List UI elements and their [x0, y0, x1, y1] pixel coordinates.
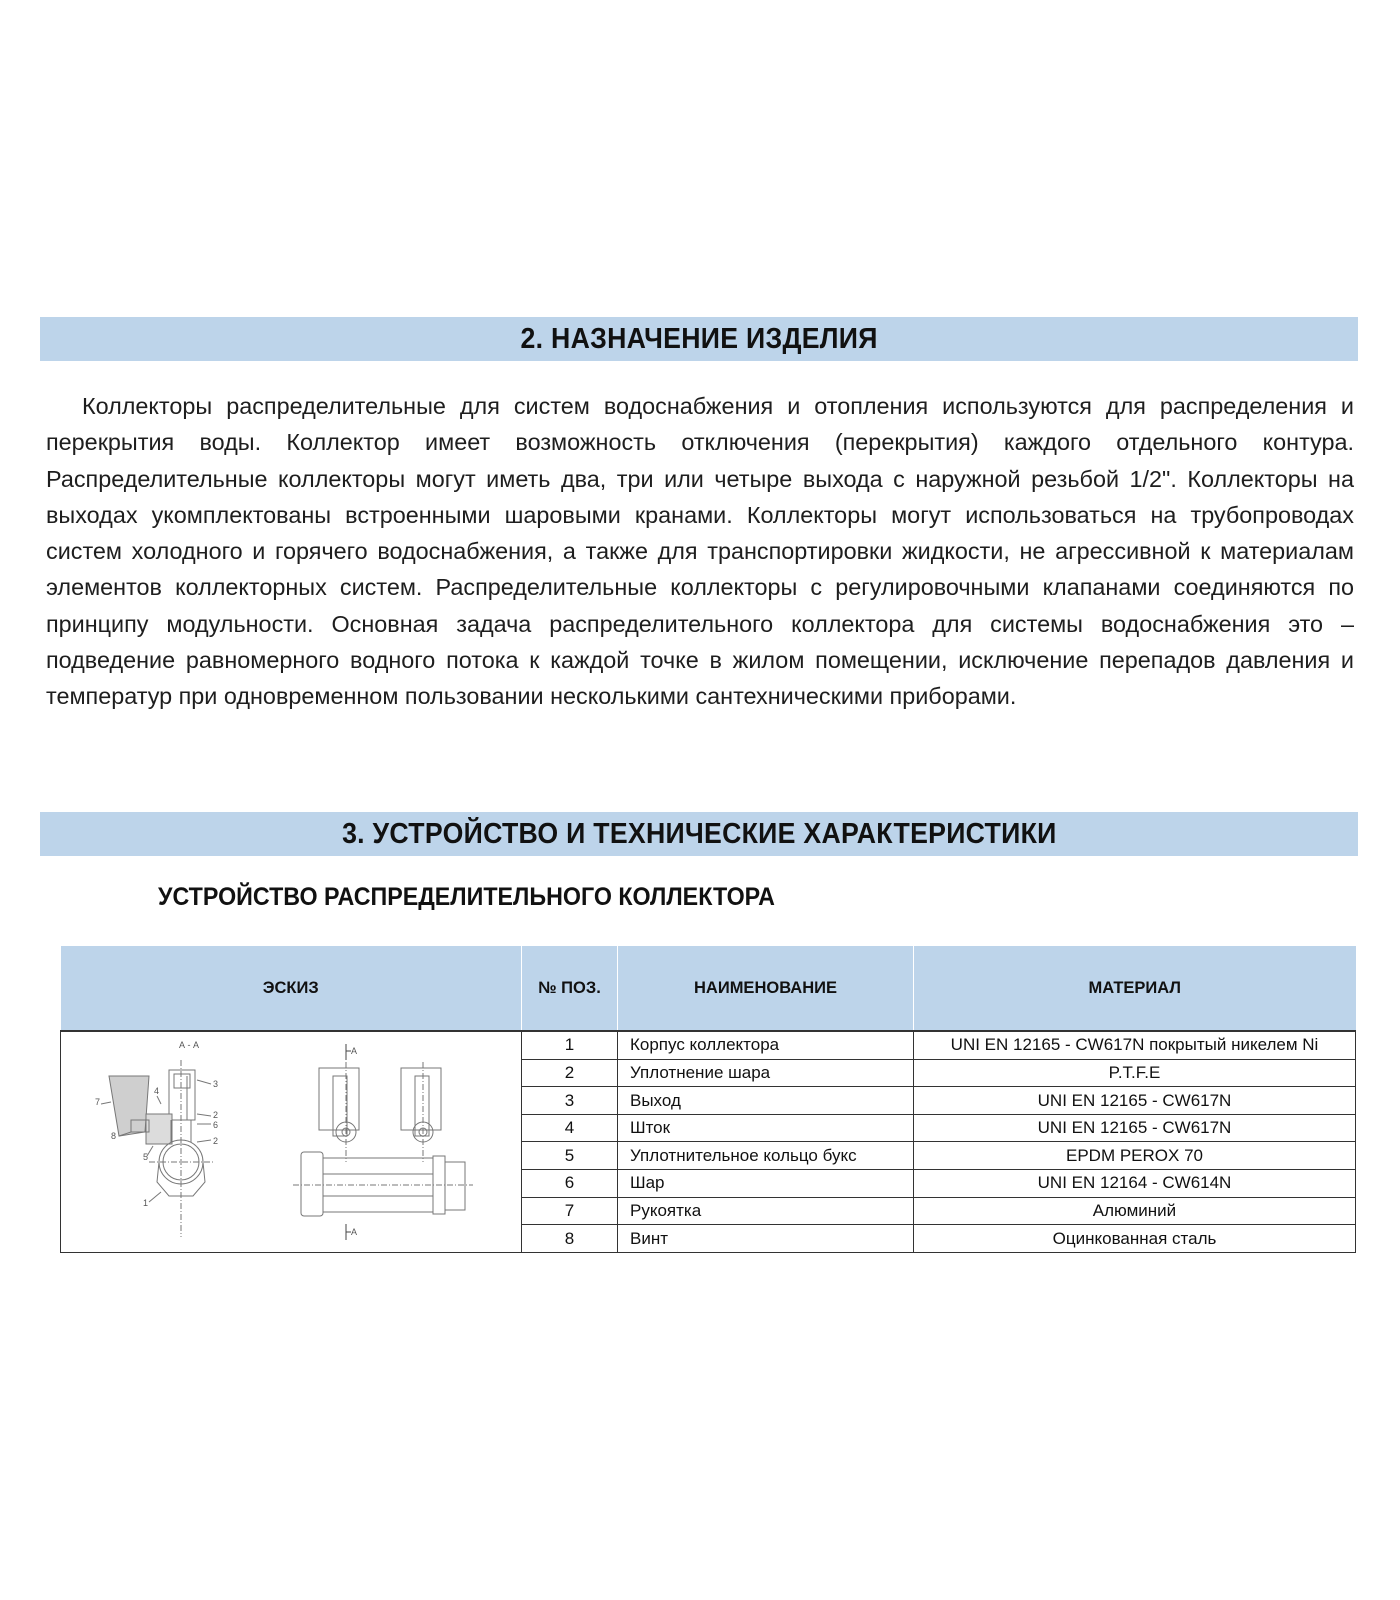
cut-mark-top: А — [351, 1046, 358, 1056]
section-2-title: 2. НАЗНАЧЕНИЕ ИЗДЕЛИЯ — [520, 322, 878, 355]
row-name: Шар — [618, 1170, 914, 1198]
row-position: 8 — [522, 1225, 618, 1253]
section-3-header — [40, 812, 1358, 856]
row-position: 5 — [522, 1142, 618, 1170]
row-name: Выход — [618, 1087, 914, 1115]
row-position: 4 — [522, 1114, 618, 1142]
section-3-title: 3. УСТРОЙСТВО И ТЕХНИЧЕСКИЕ ХАРАКТЕРИСТИКИ — [341, 817, 1057, 850]
callout-6: 6 — [213, 1120, 219, 1130]
row-material: Алюминий — [914, 1197, 1356, 1225]
callout-8: 8 — [111, 1131, 117, 1141]
sketch-cell — [61, 1031, 522, 1253]
table-header-row — [61, 946, 1356, 1031]
collector-drawing — [61, 1032, 520, 1252]
cut-mark-bottom: А — [351, 1227, 358, 1237]
collector-sketch — [61, 1032, 520, 1252]
row-material: UNI EN 12164 - CW614N — [914, 1170, 1356, 1198]
row-material: P.T.F.E — [914, 1059, 1356, 1087]
row-material: UNI EN 12165 - CW617N — [914, 1087, 1356, 1115]
row-name: Корпус коллектора — [618, 1031, 914, 1059]
section-label: А - А — [179, 1040, 200, 1050]
row-material: EPDM PEROX 70 — [914, 1142, 1356, 1170]
row-material: UNI EN 12165 - CW617N — [914, 1114, 1356, 1142]
row-position: 7 — [522, 1197, 618, 1225]
callout-1: 1 — [143, 1198, 149, 1208]
table-row — [61, 1031, 1356, 1059]
callout-2b: 2 — [213, 1136, 219, 1146]
callout-2a: 2 — [213, 1110, 219, 1120]
header-material: МАТЕРИАЛ — [914, 946, 1356, 1031]
row-name: Рукоятка — [618, 1197, 914, 1225]
front-view — [293, 1044, 473, 1240]
row-name: Уплотнение шара — [618, 1059, 914, 1087]
row-name: Винт — [618, 1225, 914, 1253]
callout-5: 5 — [143, 1152, 149, 1162]
row-material: UNI EN 12165 - CW617N покрытый никелем Ni — [914, 1031, 1356, 1059]
row-name: Уплотнительное кольцо букс — [618, 1142, 914, 1170]
callout-4: 4 — [154, 1086, 160, 1096]
callout-3: 3 — [213, 1079, 219, 1089]
callout-7: 7 — [95, 1097, 101, 1107]
components-table — [60, 946, 1356, 1253]
row-position: 2 — [522, 1059, 618, 1087]
row-position: 1 — [522, 1031, 618, 1059]
device-subtitle: УСТРОЙСТВО РАСПРЕДЕЛИТЕЛЬНОГО КОЛЛЕКТОРА — [158, 883, 775, 911]
header-position: № ПОЗ. — [522, 946, 618, 1031]
section-2-header — [40, 317, 1358, 361]
row-name: Шток — [618, 1114, 914, 1142]
row-material: Оцинкованная сталь — [914, 1225, 1356, 1253]
header-name: НАИМЕНОВАНИЕ — [618, 946, 914, 1031]
row-position: 6 — [522, 1170, 618, 1198]
header-sketch: ЭСКИЗ — [61, 946, 522, 1031]
purpose-paragraph: Коллекторы распределительные для систем водоснабжения и отопления используются для распределения и перекрытия воды. Коллектор имеет возможность отключения (перекрытия) каждого отдельного контура. Распределительные коллекторы могут иметь два, три или четыре выхода с наружной резьбой 1/2". Коллекторы на выходах укомплектованы встроенными шаровыми кранами. Коллекторы могут использоваться на трубопроводах систем холодного и горячего водоснабжения, а также для транспортировки жидкости, не агрессивной к материалам элементов коллекторных систем. Распределительные коллекторы с регулировочными клапанами соединяются по принципу модульности. Основная задача распределительного коллектора для системы водоснабжения это – подведение равномерного водного потока к каждой точке в жилом помещении, исключение перепадов давления и температур при одновременном пользовании несколькими сантехническими приборами. — [46, 393, 1354, 710]
row-position: 3 — [522, 1087, 618, 1115]
